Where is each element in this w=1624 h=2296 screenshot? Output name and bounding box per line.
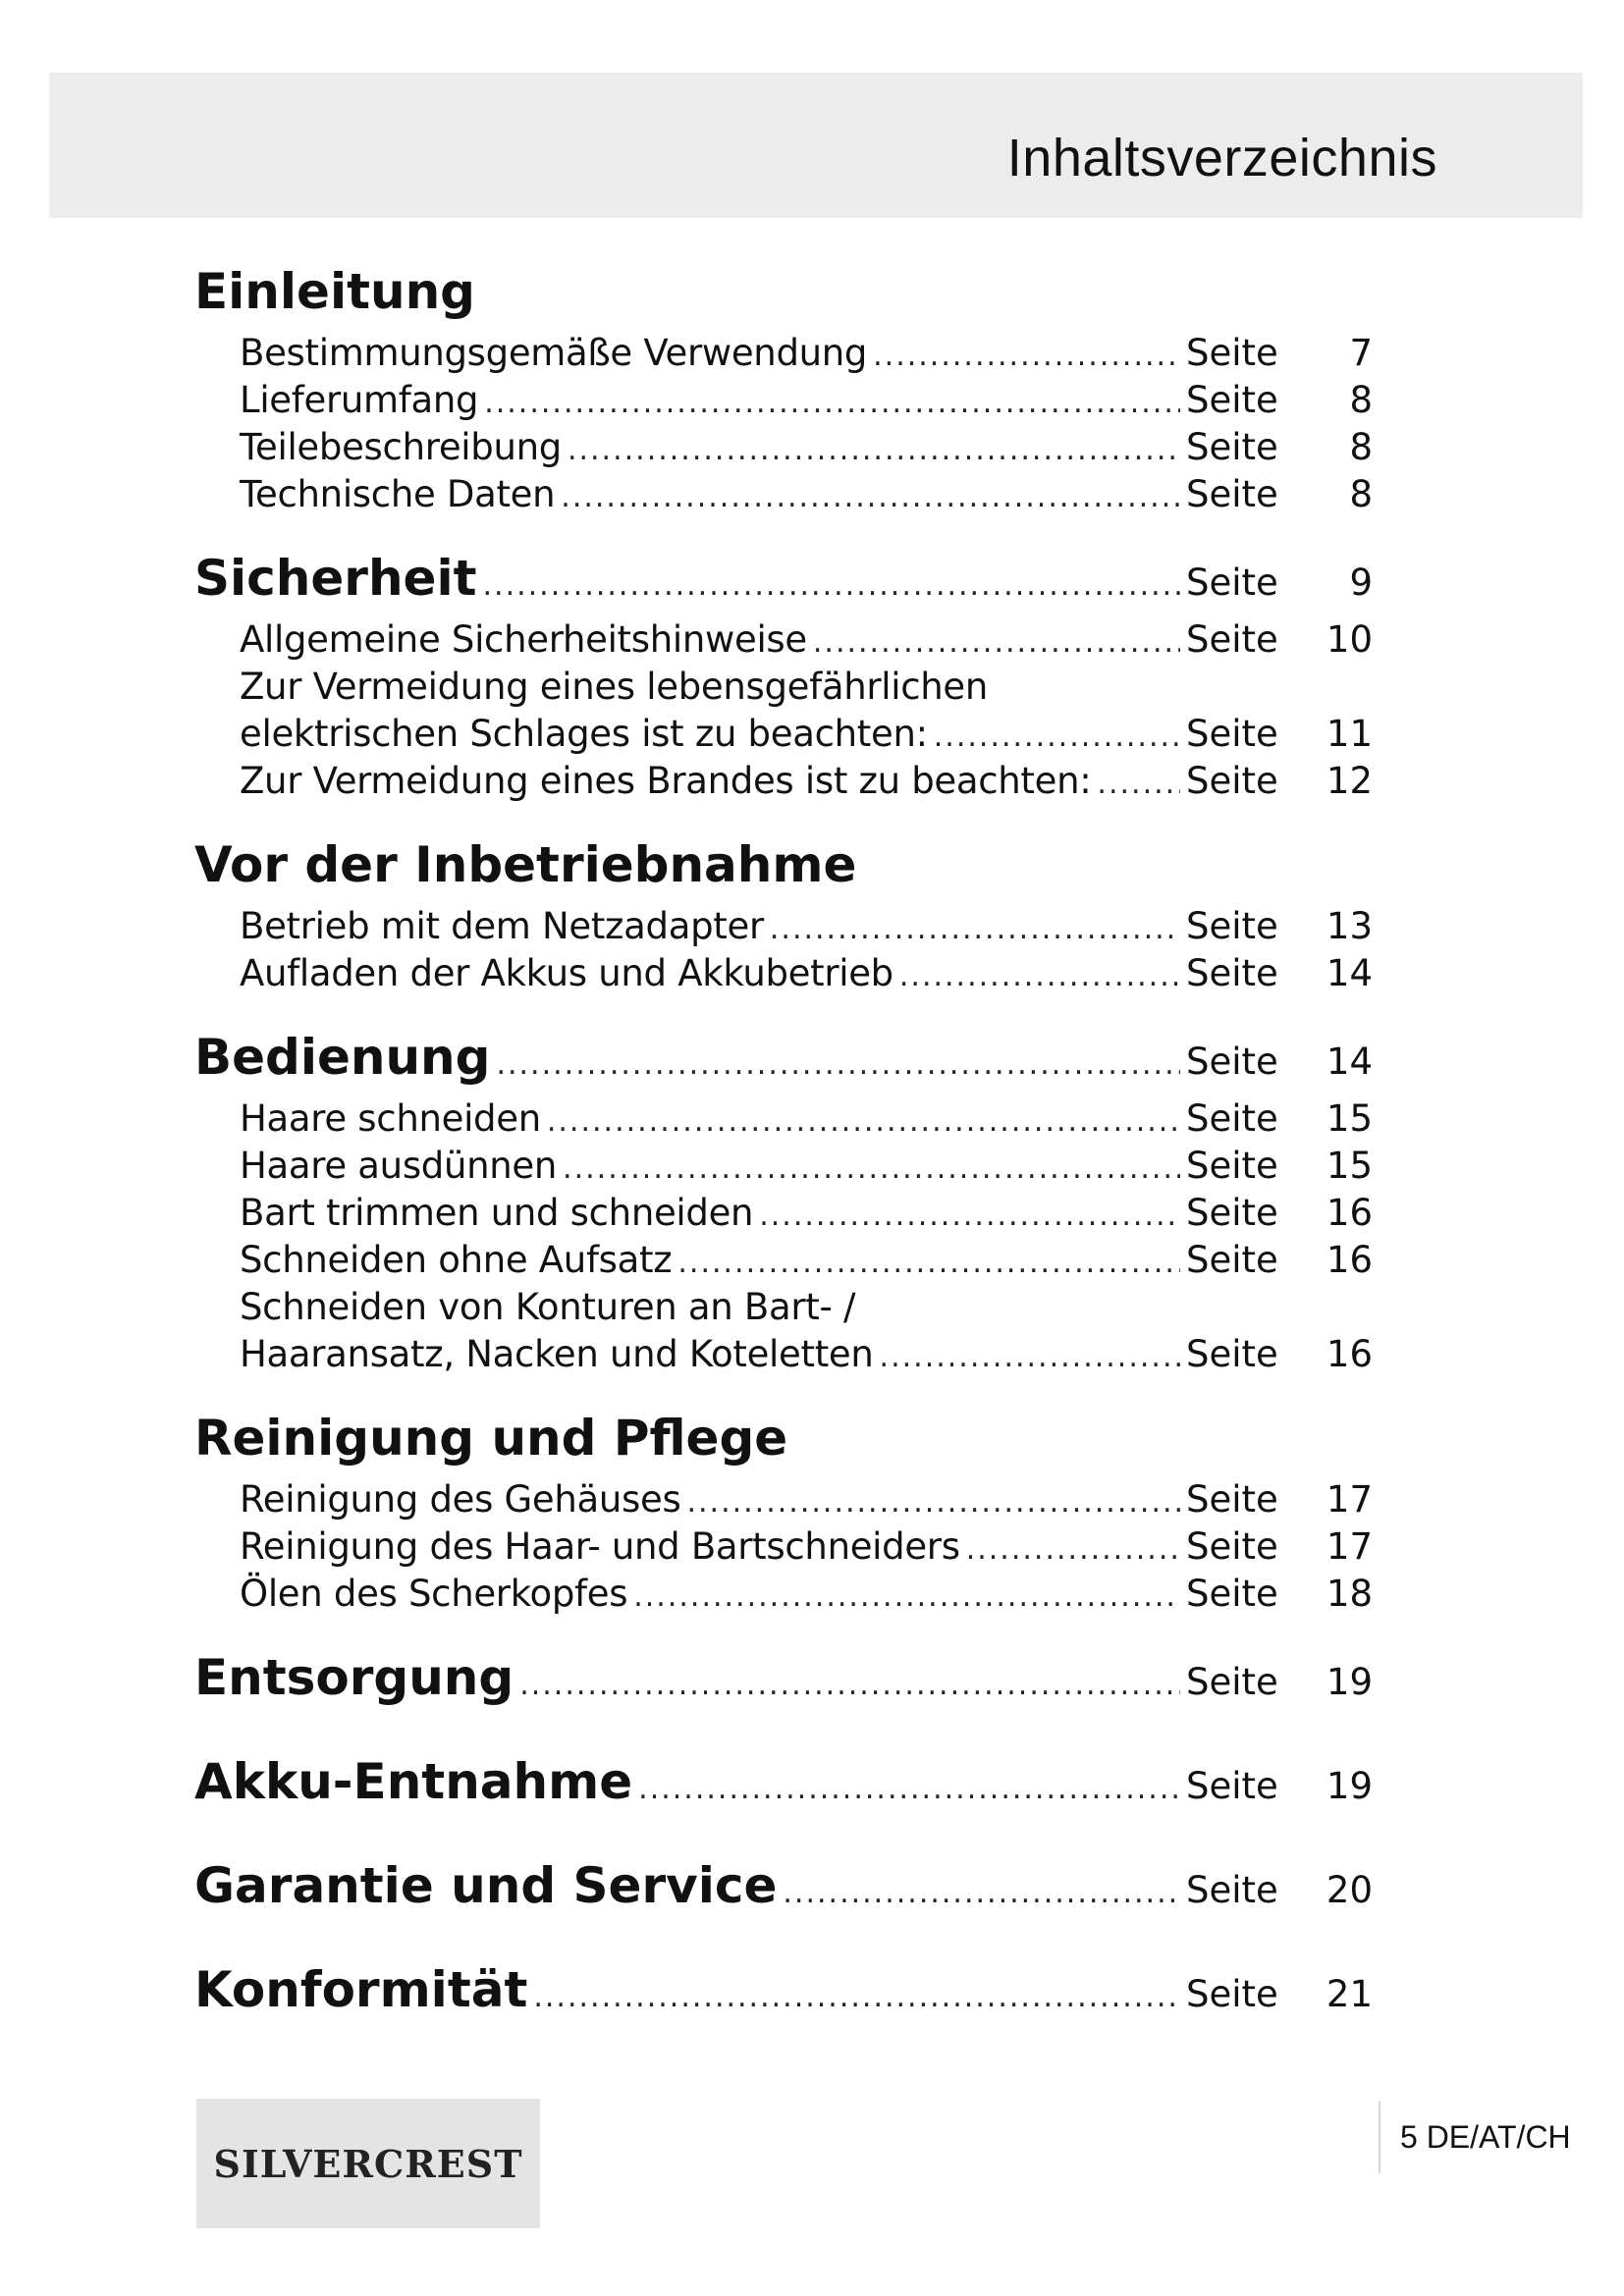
dot-leader <box>677 1246 1180 1280</box>
brand-logo-text: SILVERCREST <box>213 2141 523 2186</box>
toc-entry-row[interactable] <box>194 666 1373 713</box>
toc-section <box>194 1753 1373 1857</box>
toc-entry-title: Haaransatz, Nacken und Koteletten <box>240 1333 874 1375</box>
seite-label: Seite <box>1186 952 1278 994</box>
toc-section <box>194 1961 1373 2065</box>
toc-heading-row[interactable] <box>194 1029 1373 1097</box>
page-title: Inhaltsverzeichnis <box>1006 129 1437 187</box>
toc-heading-row[interactable] <box>194 1649 1373 1718</box>
seite-label: Seite <box>1186 1239 1278 1281</box>
toc-page-number: 16 <box>1326 1239 1373 1281</box>
toc-entry-title: elektrischen Schlages ist zu beachten: <box>240 713 928 755</box>
dot-leader <box>759 1199 1180 1233</box>
dot-leader <box>686 1485 1180 1520</box>
toc-section <box>194 1649 1373 1753</box>
toc-page-number: 8 <box>1349 473 1373 515</box>
toc-heading-row[interactable] <box>194 550 1373 618</box>
toc-page-number: 9 <box>1349 561 1373 604</box>
toc-entry-title: Bestimmungsgemäße Verwendung <box>240 332 868 374</box>
dot-leader <box>568 433 1180 467</box>
toc-heading-title: Garantie und Service <box>194 1857 778 1914</box>
toc-entry-title: Ölen des Scherkopfes <box>240 1573 628 1615</box>
dot-leader <box>770 912 1180 946</box>
toc-heading-row[interactable] <box>194 1857 1373 1926</box>
seite-label: Seite <box>1186 1525 1278 1568</box>
toc-entry-title: Betrieb mit dem Netzadapter <box>240 905 764 947</box>
toc-page-number: 11 <box>1326 713 1373 755</box>
seite-label: Seite <box>1186 1869 1278 1911</box>
toc-entry-title: Reinigung des Gehäuses <box>240 1478 681 1521</box>
seite-label: Seite <box>1186 379 1278 421</box>
section-spacer <box>194 1926 1373 1961</box>
seite-label: Seite <box>1186 1765 1278 1807</box>
toc-entry-row[interactable] <box>194 1097 1373 1145</box>
toc-page-number: 16 <box>1326 1333 1373 1375</box>
page-number-label: 5 DE/AT/CH <box>1400 2118 1571 2155</box>
dot-leader <box>638 1772 1180 1806</box>
seite-label: Seite <box>1186 1478 1278 1521</box>
section-spacer <box>194 1380 1373 1410</box>
toc-entry-title: Teilebeschreibung <box>240 426 562 468</box>
toc-page-number: 15 <box>1326 1145 1373 1187</box>
section-spacer <box>194 2030 1373 2065</box>
toc-entry-title: Aufladen der Akkus und Akkubetrieb <box>240 952 893 994</box>
section-spacer <box>194 1620 1373 1649</box>
toc-page-number: 13 <box>1326 905 1373 947</box>
dot-leader <box>813 625 1180 660</box>
toc-page-number: 14 <box>1326 952 1373 994</box>
section-spacer <box>194 1822 1373 1857</box>
dot-leader <box>633 1579 1180 1614</box>
toc-heading-title: Sicherheit <box>194 550 477 607</box>
section-spacer <box>194 1718 1373 1753</box>
toc-entry-row[interactable] <box>194 1525 1373 1573</box>
toc-section <box>194 1857 1373 1961</box>
dot-leader <box>934 720 1180 754</box>
toc-heading-row[interactable] <box>194 836 1373 905</box>
seite-label: Seite <box>1186 1973 1278 2015</box>
toc-page-number: 17 <box>1326 1478 1373 1521</box>
toc-section <box>194 1029 1373 1410</box>
toc-heading-row[interactable] <box>194 1961 1373 2030</box>
toc-heading-row[interactable] <box>194 1410 1373 1478</box>
dot-leader <box>561 480 1180 514</box>
toc-entry-row[interactable] <box>194 1239 1373 1286</box>
toc-entry-row[interactable] <box>194 905 1373 952</box>
dot-leader <box>519 1668 1180 1702</box>
dot-leader <box>783 1876 1180 1910</box>
table-of-contents <box>194 263 1373 2065</box>
page-number <box>1379 2101 1571 2173</box>
toc-page-number: 18 <box>1326 1573 1373 1615</box>
toc-entry-row[interactable] <box>194 1286 1373 1333</box>
toc-page-number: 12 <box>1326 760 1373 802</box>
section-spacer <box>194 520 1373 550</box>
toc-page-number: 19 <box>1326 1661 1373 1703</box>
toc-section <box>194 1410 1373 1649</box>
toc-entry-row[interactable] <box>194 1478 1373 1525</box>
toc-entry-title: Technische Daten <box>240 473 556 515</box>
seite-label: Seite <box>1186 426 1278 468</box>
dot-leader <box>484 386 1180 420</box>
seite-label: Seite <box>1186 1192 1278 1234</box>
toc-heading-title: Einleitung <box>194 263 475 320</box>
toc-entry-row[interactable] <box>194 618 1373 666</box>
toc-entry-row[interactable] <box>194 1333 1373 1380</box>
toc-entry-row[interactable] <box>194 426 1373 473</box>
toc-entry-title: Haare ausdünnen <box>240 1145 558 1187</box>
seite-label: Seite <box>1186 332 1278 374</box>
toc-page-number: 10 <box>1326 618 1373 661</box>
toc-heading-title: Entsorgung <box>194 1649 514 1706</box>
seite-label: Seite <box>1186 760 1278 802</box>
dot-leader <box>1097 767 1180 801</box>
toc-entry-title: Schneiden von Konturen an Bart- / <box>240 1286 856 1328</box>
seite-label: Seite <box>1186 1661 1278 1703</box>
seite-label: Seite <box>1186 713 1278 755</box>
toc-entry-title: Haare schneiden <box>240 1097 541 1140</box>
section-spacer <box>194 807 1373 836</box>
seite-label: Seite <box>1186 1573 1278 1615</box>
toc-entry-row[interactable] <box>194 713 1373 760</box>
brand-logo <box>196 2099 540 2228</box>
toc-page-number: 20 <box>1326 1869 1373 1911</box>
dot-leader <box>483 568 1181 603</box>
toc-heading-row[interactable] <box>194 1753 1373 1822</box>
seite-label: Seite <box>1186 1333 1278 1375</box>
toc-heading-title: Bedienung <box>194 1029 491 1086</box>
toc-entry-title: Zur Vermeidung eines Brandes ist zu beachten: <box>240 760 1092 802</box>
toc-heading-row[interactable] <box>194 263 1373 332</box>
toc-entry-title: Bart trimmen und schneiden <box>240 1192 754 1234</box>
dot-leader <box>563 1151 1180 1186</box>
seite-label: Seite <box>1186 618 1278 661</box>
toc-entry-row[interactable] <box>194 1192 1373 1239</box>
seite-label: Seite <box>1186 1041 1278 1083</box>
seite-label: Seite <box>1186 1097 1278 1140</box>
toc-page-number: 7 <box>1349 332 1373 374</box>
toc-page-number: 17 <box>1326 1525 1373 1568</box>
dot-leader <box>966 1532 1180 1567</box>
dot-leader <box>880 1340 1180 1374</box>
toc-entry-row[interactable] <box>194 952 1373 999</box>
toc-entry-title: Schneiden ohne Aufsatz <box>240 1239 673 1281</box>
dot-leader <box>899 959 1180 993</box>
toc-section <box>194 836 1373 1029</box>
toc-heading-title: Konformität <box>194 1961 528 2018</box>
section-spacer <box>194 999 1373 1029</box>
toc-page-number: 8 <box>1349 426 1373 468</box>
toc-page-number: 14 <box>1326 1041 1373 1083</box>
toc-section <box>194 550 1373 836</box>
toc-entry-row[interactable] <box>194 379 1373 426</box>
toc-entry-row[interactable] <box>194 332 1373 379</box>
toc-page-number: 15 <box>1326 1097 1373 1140</box>
toc-page-number: 16 <box>1326 1192 1373 1234</box>
seite-label: Seite <box>1186 561 1278 604</box>
toc-entry-title: Zur Vermeidung eines lebensgefährlichen <box>240 666 989 708</box>
seite-label: Seite <box>1186 1145 1278 1187</box>
toc-page-number: 21 <box>1326 1973 1373 2015</box>
toc-heading-title: Reinigung und Pflege <box>194 1410 788 1467</box>
dot-leader <box>533 1980 1180 2014</box>
dot-leader <box>873 339 1180 373</box>
toc-heading-title: Vor der Inbetriebnahme <box>194 836 857 893</box>
toc-entry-row[interactable] <box>194 1573 1373 1620</box>
toc-entry-title: Lieferumfang <box>240 379 479 421</box>
toc-entry-row[interactable] <box>194 473 1373 520</box>
toc-entry-title: Reinigung des Haar- und Bartschneiders <box>240 1525 960 1568</box>
toc-section <box>194 263 1373 550</box>
dot-leader <box>547 1104 1180 1139</box>
toc-entry-row[interactable] <box>194 760 1373 807</box>
toc-page-number: 8 <box>1349 379 1373 421</box>
dot-leader <box>496 1047 1180 1082</box>
toc-entry-title: Allgemeine Sicherheitshinweise <box>240 618 807 661</box>
seite-label: Seite <box>1186 473 1278 515</box>
toc-entry-row[interactable] <box>194 1145 1373 1192</box>
seite-label: Seite <box>1186 905 1278 947</box>
toc-page-number: 19 <box>1326 1765 1373 1807</box>
toc-heading-title: Akku-Entnahme <box>194 1753 633 1810</box>
